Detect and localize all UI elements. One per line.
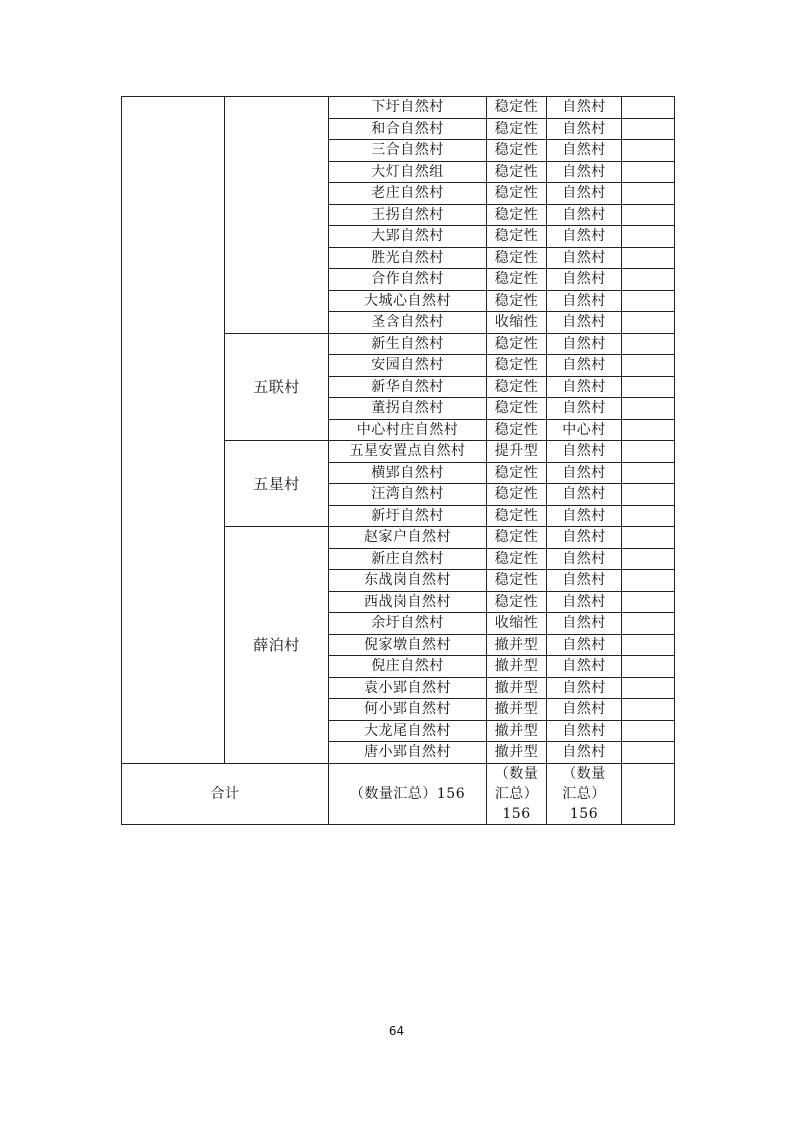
village-level: 自然村 — [547, 527, 622, 549]
natural-village-name: 胜光自然村 — [329, 247, 487, 269]
natural-village-name: 董拐自然村 — [329, 398, 487, 420]
table-row — [122, 97, 675, 119]
natural-village-name: 大城心自然村 — [329, 290, 487, 312]
total-level-summary-line2: 汇总） — [562, 785, 606, 802]
village-type: 稳定性 — [487, 118, 547, 140]
natural-village-name: 唐小郢自然村 — [329, 742, 487, 764]
page-number: 64 — [388, 1024, 405, 1038]
natural-village-name: 东战岗自然村 — [329, 570, 487, 592]
remark-cell — [622, 183, 675, 205]
natural-village-name: 新圩自然村 — [329, 505, 487, 527]
village-type: 稳定性 — [487, 226, 547, 248]
village-cell: 薛泊村 — [225, 527, 329, 764]
village-type: 撤并型 — [487, 656, 547, 678]
village-type: 稳定性 — [487, 204, 547, 226]
remark-cell — [622, 161, 675, 183]
total-label: 合计 — [122, 763, 329, 824]
village-cell — [225, 97, 329, 334]
village-level: 自然村 — [547, 226, 622, 248]
remark-cell — [622, 613, 675, 635]
village-level: 自然村 — [547, 97, 622, 119]
village-level: 自然村 — [547, 140, 622, 162]
village-type: 稳定性 — [487, 355, 547, 377]
village-level: 中心村 — [547, 419, 622, 441]
remark-cell — [622, 247, 675, 269]
total-type-summary-line3: 156 — [502, 805, 531, 822]
natural-village-name: 下圩自然村 — [329, 97, 487, 119]
remark-cell — [622, 570, 675, 592]
natural-village-name: 倪庄自然村 — [329, 656, 487, 678]
total-type-summary-line2: 汇总） — [494, 785, 539, 802]
remark-cell — [622, 419, 675, 441]
village-type: 稳定性 — [487, 484, 547, 506]
village-level: 自然村 — [547, 634, 622, 656]
village-cell: 五联村 — [225, 333, 329, 441]
remark-cell — [622, 204, 675, 226]
total-level-summary-line1: （数量 — [562, 765, 606, 782]
village-level: 自然村 — [547, 355, 622, 377]
village-level: 自然村 — [547, 484, 622, 506]
village-type: 撤并型 — [487, 677, 547, 699]
village-table — [121, 96, 675, 825]
remark-cell — [622, 333, 675, 355]
total-row — [122, 763, 675, 824]
village-level: 自然村 — [547, 720, 622, 742]
natural-village-name: 西战岗自然村 — [329, 591, 487, 613]
natural-village-name: 和合自然村 — [329, 118, 487, 140]
village-level: 自然村 — [547, 118, 622, 140]
total-type-summary — [487, 763, 547, 824]
total-count: （数量汇总）156 — [329, 763, 487, 824]
village-type: 稳定性 — [487, 269, 547, 291]
natural-village-name: 赵家户自然村 — [329, 527, 487, 549]
natural-village-name: 三合自然村 — [329, 140, 487, 162]
remark-cell — [622, 118, 675, 140]
natural-village-name: 大龙尾自然村 — [329, 720, 487, 742]
town-cell — [122, 97, 225, 764]
village-level: 自然村 — [547, 505, 622, 527]
remark-cell — [622, 484, 675, 506]
village-type: 稳定性 — [487, 161, 547, 183]
village-level: 自然村 — [547, 247, 622, 269]
village-level: 自然村 — [547, 462, 622, 484]
remark-cell — [622, 376, 675, 398]
total-level-summary — [547, 763, 622, 824]
remark-cell — [622, 462, 675, 484]
village-level: 自然村 — [547, 591, 622, 613]
village-type: 稳定性 — [487, 462, 547, 484]
remark-cell — [622, 226, 675, 248]
remark-cell — [622, 527, 675, 549]
remark-cell — [622, 290, 675, 312]
village-level: 自然村 — [547, 613, 622, 635]
village-type: 稳定性 — [487, 290, 547, 312]
village-type: 稳定性 — [487, 548, 547, 570]
village-level: 自然村 — [547, 376, 622, 398]
total-remark-cell — [622, 763, 675, 824]
natural-village-name: 新华自然村 — [329, 376, 487, 398]
remark-cell — [622, 505, 675, 527]
village-level: 自然村 — [547, 570, 622, 592]
village-type: 稳定性 — [487, 505, 547, 527]
natural-village-name: 何小郢自然村 — [329, 699, 487, 721]
village-cell: 五星村 — [225, 441, 329, 527]
remark-cell — [622, 398, 675, 420]
table-body — [122, 97, 675, 825]
village-level: 自然村 — [547, 333, 622, 355]
village-type: 收缩性 — [487, 613, 547, 635]
village-type: 撤并型 — [487, 720, 547, 742]
remark-cell — [622, 720, 675, 742]
village-type: 稳定性 — [487, 97, 547, 119]
village-level: 自然村 — [547, 269, 622, 291]
natural-village-name: 新生自然村 — [329, 333, 487, 355]
total-level-summary-line3: 156 — [569, 805, 599, 822]
village-type: 稳定性 — [487, 140, 547, 162]
village-type: 稳定性 — [487, 376, 547, 398]
remark-cell — [622, 656, 675, 678]
total-type-summary-line1: （数量 — [494, 765, 539, 782]
village-type: 稳定性 — [487, 247, 547, 269]
natural-village-name: 王拐自然村 — [329, 204, 487, 226]
natural-village-name: 五星安置点自然村 — [329, 441, 487, 463]
remark-cell — [622, 591, 675, 613]
village-type: 稳定性 — [487, 398, 547, 420]
remark-cell — [622, 742, 675, 764]
remark-cell — [622, 97, 675, 119]
remark-cell — [622, 677, 675, 699]
village-level: 自然村 — [547, 677, 622, 699]
natural-village-name: 余圩自然村 — [329, 613, 487, 635]
village-level: 自然村 — [547, 161, 622, 183]
village-type: 撤并型 — [487, 634, 547, 656]
remark-cell — [622, 140, 675, 162]
natural-village-name: 中心村庄自然村 — [329, 419, 487, 441]
village-level: 自然村 — [547, 699, 622, 721]
natural-village-name: 圣含自然村 — [329, 312, 487, 334]
remark-cell — [622, 699, 675, 721]
natural-village-name: 新庄自然村 — [329, 548, 487, 570]
village-level: 自然村 — [547, 204, 622, 226]
natural-village-name: 袁小郢自然村 — [329, 677, 487, 699]
remark-cell — [622, 355, 675, 377]
natural-village-name: 合作自然村 — [329, 269, 487, 291]
village-type: 稳定性 — [487, 591, 547, 613]
village-level: 自然村 — [547, 656, 622, 678]
village-type: 提升型 — [487, 441, 547, 463]
remark-cell — [622, 634, 675, 656]
village-type: 稳定性 — [487, 419, 547, 441]
village-level: 自然村 — [547, 548, 622, 570]
village-type: 收缩性 — [487, 312, 547, 334]
village-level: 自然村 — [547, 441, 622, 463]
natural-village-name: 横郢自然村 — [329, 462, 487, 484]
village-type: 撤并型 — [487, 699, 547, 721]
natural-village-name: 大郢自然村 — [329, 226, 487, 248]
natural-village-name: 汪湾自然村 — [329, 484, 487, 506]
natural-village-name: 倪家墩自然村 — [329, 634, 487, 656]
village-level: 自然村 — [547, 183, 622, 205]
village-level: 自然村 — [547, 312, 622, 334]
village-type: 稳定性 — [487, 183, 547, 205]
village-level: 自然村 — [547, 290, 622, 312]
village-level: 自然村 — [547, 398, 622, 420]
village-type: 稳定性 — [487, 570, 547, 592]
natural-village-name: 安园自然村 — [329, 355, 487, 377]
village-type: 稳定性 — [487, 527, 547, 549]
remark-cell — [622, 269, 675, 291]
village-type: 稳定性 — [487, 333, 547, 355]
remark-cell — [622, 441, 675, 463]
natural-village-name: 老庄自然村 — [329, 183, 487, 205]
remark-cell — [622, 548, 675, 570]
village-type: 撤并型 — [487, 742, 547, 764]
natural-village-name: 大灯自然组 — [329, 161, 487, 183]
village-level: 自然村 — [547, 742, 622, 764]
remark-cell — [622, 312, 675, 334]
